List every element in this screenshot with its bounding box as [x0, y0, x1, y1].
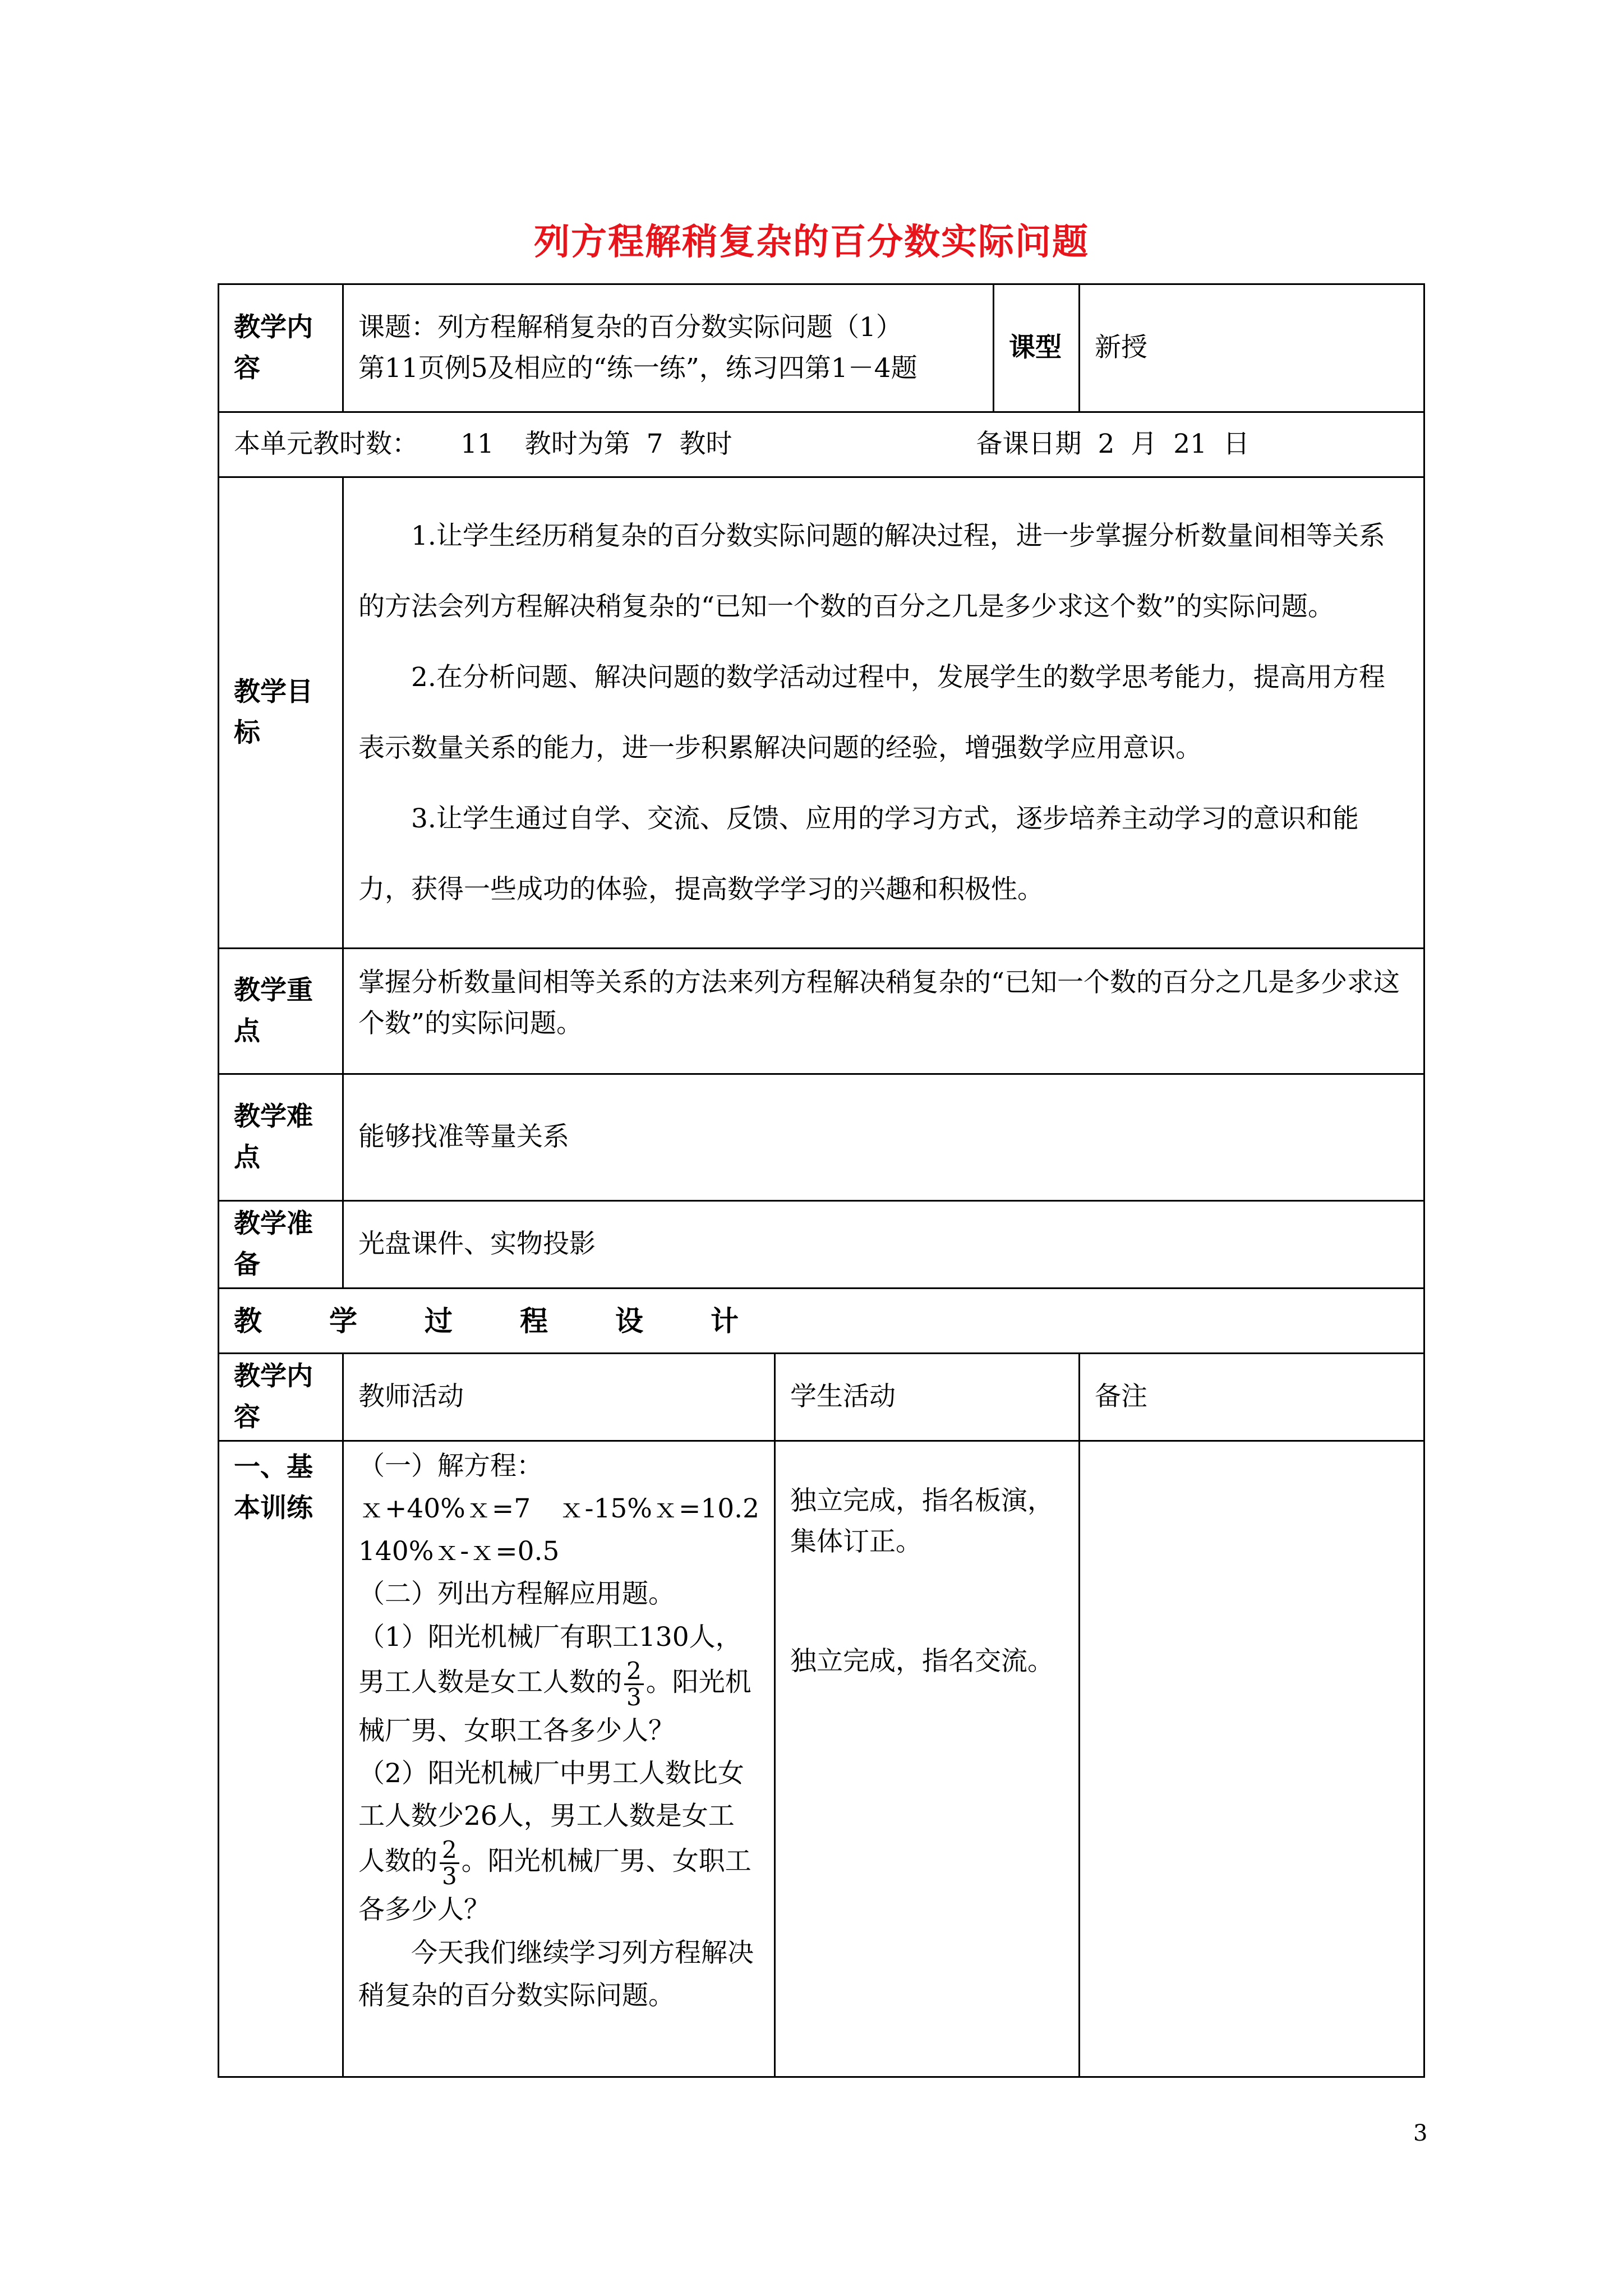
day-suffix: 日	[1223, 429, 1250, 460]
fraction-two-thirds	[624, 1659, 644, 1710]
section1-row	[219, 1441, 1424, 2077]
header-row	[219, 284, 1424, 412]
topic-line1: 课题：列方程解稍复杂的百分数实际问题（1）	[358, 311, 902, 343]
equation-1: ｘ+40%ｘ=7	[358, 1493, 531, 1525]
date-month: 2	[1098, 429, 1115, 460]
process-char: 计	[711, 1304, 739, 1337]
question-1-text: （1）阳光机械厂有职工130人，男工人数是女工人数的	[358, 1621, 742, 1698]
question-2	[358, 1752, 759, 1932]
content-label: 教学内容	[219, 284, 343, 412]
equation-row	[358, 1488, 759, 1530]
column-notes: 备注	[1080, 1354, 1424, 1441]
objectives-cell	[343, 477, 1424, 949]
section1-label: 一、基本训练	[219, 1441, 343, 2077]
closing-remark: 今天我们继续学习列方程解决稍复杂的百分数实际问题。	[358, 1937, 754, 2011]
type-value: 新授	[1080, 284, 1424, 412]
hours-label: 本单元教时数：	[234, 429, 418, 460]
column-teacher: 教师活动	[343, 1354, 775, 1441]
document-title: 列方程解稍复杂的百分数实际问题	[534, 221, 1089, 263]
process-char: 程	[520, 1304, 548, 1337]
process-char: 过	[425, 1304, 453, 1337]
difficulties-text: 能够找准等量关系	[343, 1074, 1424, 1201]
columns-header-row	[219, 1354, 1424, 1441]
fraction-two-thirds	[440, 1838, 459, 1889]
difficulties-label: 教学难点	[219, 1074, 343, 1201]
preparation-row	[219, 1201, 1424, 1289]
type-label: 课型	[994, 284, 1080, 412]
process-char: 教	[234, 1304, 262, 1337]
column-content: 教学内容	[219, 1354, 343, 1441]
process-char: 学	[329, 1304, 357, 1337]
unit-info-row	[219, 412, 1424, 477]
date-day: 21	[1173, 429, 1207, 460]
teacher-activity-cell	[343, 1441, 775, 2077]
topic-line2: 第11页例5及相应的“练一练”，练习四第1－4题	[358, 352, 917, 384]
hours-value: 11	[460, 429, 494, 460]
objectives-label: 教学目标	[219, 477, 343, 949]
objectives-row	[219, 477, 1424, 949]
process-char: 设	[615, 1304, 643, 1337]
difficulties-row	[219, 1074, 1424, 1201]
objective-3: 3.让学生通过自学、交流、反馈、应用的学习方式，逐步培养主动学习的意识和能力，获得一些成功的体验，提高数学学习的兴趣和积极性。	[358, 803, 1359, 905]
fraction-denominator: 3	[626, 1683, 642, 1711]
student-activity-2: 独立完成，指名交流。	[790, 1645, 1054, 1677]
question-2-text: （2）阳光机械厂中男工人数比女工人数少26人，男工人数是女工人数的	[358, 1757, 744, 1877]
column-student: 学生活动	[775, 1354, 1080, 1441]
part2-title: （二）列出方程解应用题。	[358, 1579, 675, 1610]
process-header	[219, 1289, 1424, 1354]
student-activity-cell	[775, 1441, 1080, 2077]
fraction-numerator: 2	[624, 1659, 644, 1685]
part1-title: （一）解方程：	[358, 1451, 543, 1481]
equation-2: ｘ-15%ｘ=10.2	[558, 1493, 759, 1525]
month-suffix: 月	[1131, 429, 1158, 460]
equation-3: 140%ｘ-ｘ=0.5	[358, 1536, 560, 1567]
preparation-text: 光盘课件、实物投影	[343, 1201, 1424, 1289]
notes-cell	[1080, 1441, 1424, 2077]
current-label: 教时为第	[524, 429, 630, 460]
student-activity-1: 独立完成，指名板演，集体订正。	[790, 1485, 1054, 1557]
objective-2: 2.在分析问题、解决问题的数学活动过程中，发展学生的数学思考能力，提高用方程表示数量关系的能力，进一步积累解决问题的经验，增强数学应用意识。	[358, 661, 1385, 763]
objective-1: 1.让学生经历稍复杂的百分数实际问题的解决过程，进一步掌握分析数量间相等关系的方法会列方程解决稍复杂的“已知一个数的百分之几是多少求这个数”的实际问题。	[358, 520, 1385, 622]
question-1	[358, 1616, 759, 1752]
date-label: 备课日期	[976, 429, 1082, 460]
question-2-tail: 。阳光机械厂男、女职工各多少人？	[358, 1846, 751, 1926]
fraction-numerator: 2	[440, 1838, 459, 1864]
lesson-plan-table	[218, 283, 1425, 2078]
key-points-row	[219, 949, 1424, 1074]
unit-info-cell	[219, 412, 1424, 477]
current-value: 7	[646, 429, 663, 460]
topic-cell	[343, 284, 994, 412]
key-points-label: 教学重点	[219, 949, 343, 1074]
question-1-tail: 。阳光机械厂男、女职工各多少人？	[358, 1667, 751, 1746]
page-number: 3	[1413, 2120, 1428, 2146]
preparation-label: 教学准备	[219, 1201, 343, 1289]
fraction-denominator: 3	[442, 1862, 457, 1890]
process-header-row	[219, 1289, 1424, 1354]
current-suffix: 教时	[679, 429, 732, 460]
key-points-text: 掌握分析数量间相等关系的方法来列方程解决稍复杂的“已知一个数的百分之几是多少求这个数”的实际问题。	[343, 949, 1424, 1074]
